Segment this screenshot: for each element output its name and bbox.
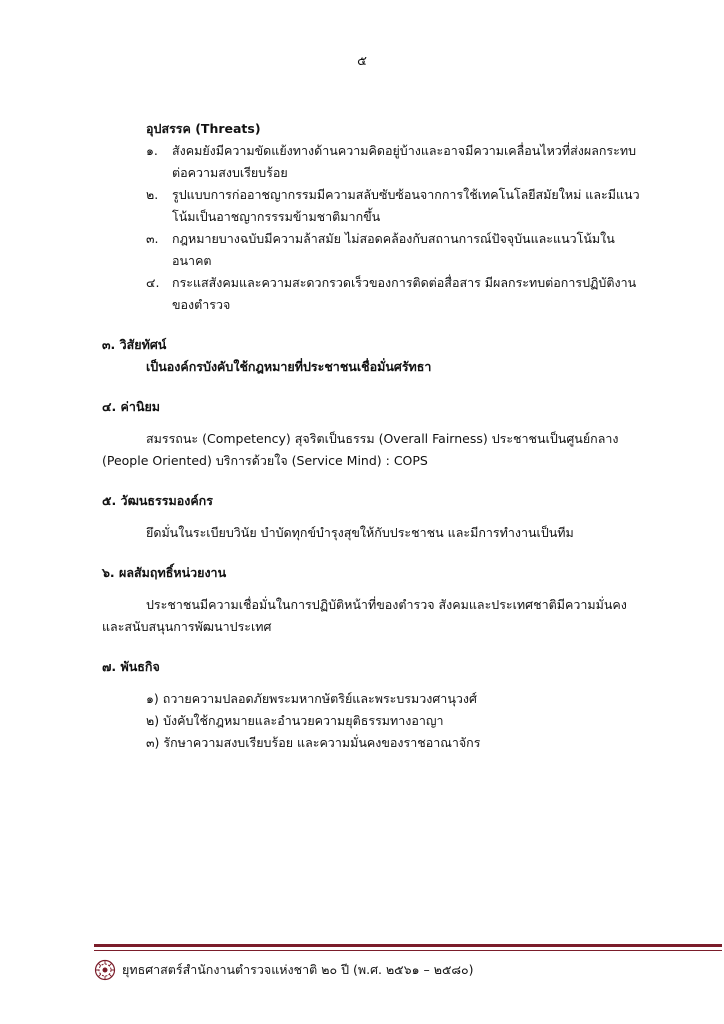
list-item: ๓) รักษาความสงบเรียบร้อย และความมั่นคงของราชอาณาจักร xyxy=(146,735,481,750)
values-heading: ๔. ค่านิยม xyxy=(102,399,161,414)
page-footer xyxy=(94,958,474,982)
document-body xyxy=(102,118,642,754)
footer-divider-thin xyxy=(94,950,722,951)
culture-heading: ๕. วัฒนธรรมองค์กร xyxy=(102,493,213,508)
list-item-number: ๑. xyxy=(146,143,158,158)
list-item: ๒) บังคับใช้กฎหมายและอำนวยความยุติธรรมทางอาญา xyxy=(146,713,444,728)
mission-list xyxy=(102,688,642,754)
threats-list xyxy=(102,140,642,316)
list-item xyxy=(146,184,642,228)
outcome-heading: ๖. ผลสัมฤทธิ์หน่วยงาน xyxy=(102,565,227,580)
list-item-text: กระแสสังคมและความสะดวกรวดเร็วของการติดต่อสื่อสาร มีผลกระทบต่อการปฏิบัติงานของตำรวจ xyxy=(172,275,637,312)
footer-divider xyxy=(94,944,722,947)
footer-text: ยุทธศาสตร์สำนักงานตำรวจแห่งชาติ ๒๐ ปี (พ.ศ. ๒๕๖๑ – ๒๕๘๐) xyxy=(122,962,474,977)
list-item: ๑) ถวายความปลอดภัยพระมหากษัตริย์และพระบรมวงศานุวงศ์ xyxy=(146,691,477,706)
list-item-text: รูปแบบการก่ออาชญากรรมมีความสลับซับซ้อนจากการใช้เทคโนโลยีสมัยใหม่ และมีแนวโน้มเป็นอาชญากรรรมข้ามชาติมากขึ้น xyxy=(172,187,640,224)
list-item-number: ๔. xyxy=(146,275,160,290)
vision-text: เป็นองค์กรบังคับใช้กฎหมายที่ประชาชนเชื่อมั่นศรัทธา xyxy=(146,359,432,374)
ornament-logo-icon xyxy=(94,959,116,981)
threats-title: อุปสรรค (Threats) xyxy=(146,121,261,136)
list-item xyxy=(146,228,642,272)
outcome-text: ประชาชนมีความเชื่อมั่นในการปฏิบัติหน้าที่ของตำรวจ สังคมและประเทศชาติมีความมั่นคงและสนับสนุนการพัฒนาประเทศ xyxy=(102,597,627,634)
list-item-number: ๓. xyxy=(146,231,159,246)
mission-heading: ๗. พันธกิจ xyxy=(102,659,160,674)
vision-heading: ๓. วิสัยทัศน์ xyxy=(102,337,167,352)
list-item xyxy=(146,140,642,184)
list-item-text: กฎหมายบางฉบับมีความล้าสมัย ไม่สอดคล้องกับสถานการณ์ปัจจุบันและแนวโน้มในอนาคต xyxy=(172,231,615,268)
list-item-text: สังคมยังมีความขัดแย้งทางด้านความคิดอยู่บ้างและอาจมีความเคลื่อนไหวที่ส่งผลกระทบต่อความสงบเรียบร้อย xyxy=(172,143,637,180)
values-text: สมรรถนะ (Competency) สุจริตเป็นธรรม (Overall Fairness) ประชาชนเป็นศูนย์กลาง (People Oriented) บริการด้วยใจ (Service Mind) : COPS xyxy=(102,431,619,468)
list-item-number: ๒. xyxy=(146,187,159,202)
page-number: ๕ xyxy=(357,54,367,69)
list-item xyxy=(146,272,642,316)
culture-text: ยึดมั่นในระเบียบวินัย บำบัดทุกข์บำรุงสุขให้กับประชาชน และมีการทำงานเป็นทีม xyxy=(146,525,574,540)
